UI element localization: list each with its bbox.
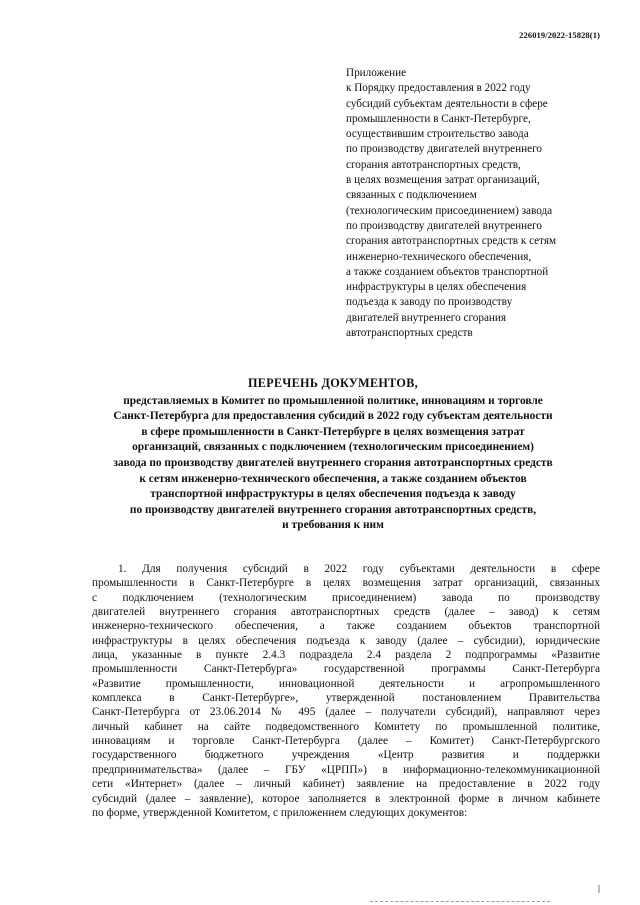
body-line: «Развитие промышленности, инновационной деятельности и агропромышленного <box>92 677 600 690</box>
body-line: лица, указанные в пункте 2.4.3 подраздела 2.4 раздела 2 подпрограммы «Развитие <box>92 649 600 662</box>
title-line: завода по производству двигателей внутреннего сгорания автотранспортных средств <box>113 456 553 469</box>
document-number: 226019/2022-15828(1) <box>519 30 600 40</box>
appendix-line: автотранспортных средств <box>346 327 473 340</box>
body-line: субсидий (далее – заявление), которое заполняется в электронной форме в личном кабинете <box>92 792 600 805</box>
document-title <box>78 376 588 534</box>
body-line: инженерно-технического обеспечения, а также созданием объектов транспортной <box>92 620 600 633</box>
body-line: инфраструктуры в целях обеспечения подъезда к заводу (далее – субсидии), юридические <box>92 634 600 647</box>
body-line: личный кабинет на сайте подведомственного Комитету по промышленной политике, <box>92 720 600 733</box>
appendix-line: субсидий субъектам деятельности в сфере <box>346 97 548 110</box>
scan-artifact-line <box>370 901 550 902</box>
appendix-line: в целях возмещения затрат организаций, <box>346 174 540 187</box>
body-line: комплекса в Санкт-Петербурге», утвержденной постановлением Правительства <box>92 692 600 705</box>
body-line: государственного бюджетного учреждения «Центр развития и поддержки <box>92 749 600 762</box>
title-heading: ПЕРЕЧЕНЬ ДОКУМЕНТОВ, <box>248 376 418 390</box>
body-line: сети «Интернет» (далее – личный кабинет) заявление на предоставление в 2022 году <box>92 778 600 791</box>
body-line: Санкт-Петербурга от 23.06.2014 № 495 (далее – получатели субсидий), направляют через <box>92 706 600 719</box>
appendix-line: по производству двигателей внутреннего <box>346 143 542 156</box>
title-line: в сфере промышленности в Санкт-Петербурге в целях возмещения затрат <box>141 425 525 438</box>
appendix-line: осуществившим строительство завода <box>346 128 529 141</box>
body-line: инновациям и торговле Санкт-Петербурга (далее – Комитет) Санкт-Петербургского <box>92 735 600 748</box>
appendix-line: промышленности в Санкт-Петербурге, <box>346 112 531 125</box>
body-line: промышленности Санкт-Петербурга» государственной программы Санкт-Петербурга <box>92 663 600 676</box>
appendix-line: а также созданием объектов транспортной <box>346 265 549 278</box>
title-line: Санкт-Петербурга для предоставления субсидий в 2022 году субъектам деятельности <box>113 410 553 423</box>
title-line: представляемых в Комитет по промышленной политике, инновациям и торговле <box>123 394 543 407</box>
appendix-line: сгорания автотранспортных средств, <box>346 158 521 171</box>
appendix-line: двигателей внутреннего сгорания <box>346 311 507 324</box>
appendix-line: к Порядку предоставления в 2022 году <box>346 82 531 95</box>
body-line: предпринимательства» (далее – ГБУ «ЦРПП») в информационно-телекоммуникационной <box>92 763 600 776</box>
title-line: по производству двигателей внутреннего сгорания автотранспортных средств, <box>129 503 537 516</box>
appendix-block <box>346 66 616 341</box>
scan-artifact-mark <box>598 885 600 893</box>
body-line: промышленности в Санкт-Петербурге в целях возмещения затрат организаций, связанных <box>92 577 600 590</box>
paragraph-1 <box>92 562 600 820</box>
body-line: двигателей внутреннего сгорания автотранспортных средств (далее – завод) к сетям <box>92 606 600 619</box>
appendix-line: инфраструктуры в целях обеспечения <box>346 281 527 294</box>
appendix-line: Приложение <box>346 67 407 79</box>
body-line: с подключением (технологическим присоединением) завода по производству <box>92 591 600 604</box>
appendix-line: сгорания автотранспортных средств к сетям <box>346 235 557 248</box>
title-line: к сетям инженерно-технического обеспечения, а также созданием объектов <box>139 472 527 485</box>
body-line: 1. Для получения субсидий в 2022 году субъектами деятельности в сфере <box>118 563 600 575</box>
title-line: организаций, связанных с подключением (технологическим присоединением) <box>132 441 534 454</box>
appendix-line: инженерно-технического обеспечения, <box>346 250 532 263</box>
title-line: транспортной инфраструктуры в целях обеспечения подъезда к заводу <box>150 488 516 501</box>
appendix-line: подъезда к заводу по производству <box>346 296 513 309</box>
appendix-line: связанных с подключением <box>346 189 477 202</box>
appendix-line: по производству двигателей внутреннего <box>346 219 542 232</box>
appendix-line: (технологическим присоединением) завода <box>346 204 553 217</box>
body-line: по форме, утвержденной Комитетом, с приложением следующих документов: <box>92 806 468 819</box>
title-line: и требования к ним <box>282 519 384 532</box>
